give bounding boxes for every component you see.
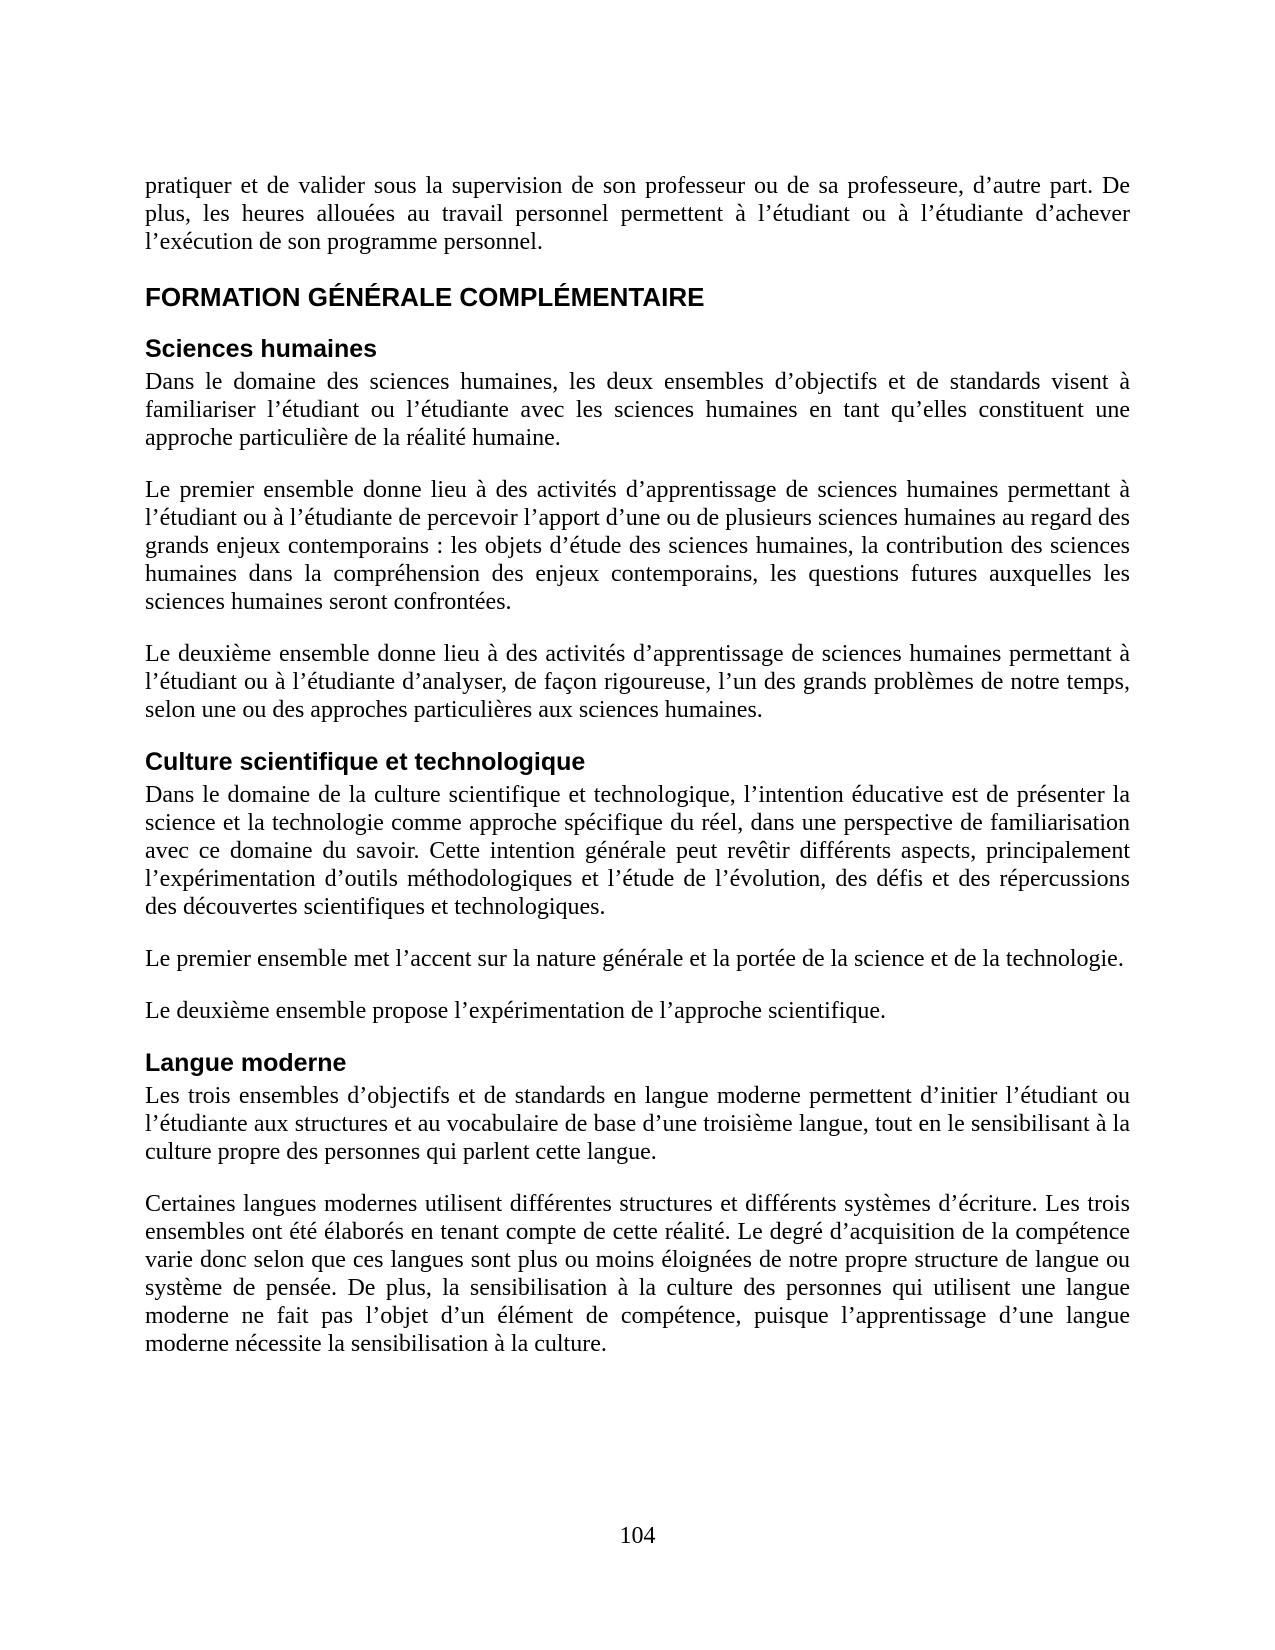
intro-paragraph: pratiquer et de valider sous la supervision de son professeur ou de sa professeure, d’autre part. De plus, les heures allouées au travail personnel permettent à l’étudiant ou à l’étudiante d’achever l’exécution de son programme personnel. xyxy=(145,173,1130,255)
section-heading-langue-moderne: Langue moderne xyxy=(145,1049,347,1077)
section-culture-scientifique xyxy=(145,748,1130,1025)
section-heading-culture-scientifique: Culture scientifique et technologique xyxy=(145,748,586,776)
main-heading: FORMATION GÉNÉRALE COMPLÉMENTAIRE xyxy=(145,282,705,312)
paragraph: Le premier ensemble donne lieu à des activités d’apprentissage de sciences humaines permettant à l’étudiant ou à l’étudiante de percevoir l’apport d’une ou de plusieurs sciences humaines au regard des grands enjeux contemporains : les objets d’étude des sciences humaines, la contribution des sciences humaines dans la compréhension des enjeux contemporains, les questions futures auxquelles les sciences humaines seront confrontées. xyxy=(145,477,1130,615)
section-heading-sciences-humaines: Sciences humaines xyxy=(145,335,378,363)
paragraph: Les trois ensembles d’objectifs et de standards en langue moderne permettent d’initier l’étudiant ou l’étudiante aux structures et au vocabulaire de base d’une troisième langue, tout en le sensibilisant à la culture propre des personnes qui parlent cette langue. xyxy=(145,1083,1130,1165)
paragraph: Le deuxième ensemble propose l’expérimentation de l’approche scientifique. xyxy=(145,998,887,1024)
paragraph: Dans le domaine de la culture scientifique et technologique, l’intention éducative est de présenter la science et la technologie comme approche spécifique du réel, dans une perspective de familiarisation avec ce domaine du savoir. Cette intention générale peut revêtir différents aspects, principalement l’expérimentation d’outils méthodologiques et l’étude de l’évolution, des défis et des répercussions des découvertes scientifiques et technologiques. xyxy=(145,782,1130,920)
page-number: 104 xyxy=(619,1523,656,1549)
paragraph: Le premier ensemble met l’accent sur la nature générale et la portée de la science et de la technologie. xyxy=(145,946,1124,972)
section-sciences-humaines xyxy=(145,335,1130,724)
paragraph: Le deuxième ensemble donne lieu à des activités d’apprentissage de sciences humaines permettant à l’étudiant ou à l’étudiante d’analyser, de façon rigoureuse, l’un des grands problèmes de notre temps, selon une ou des approches particulières aux sciences humaines. xyxy=(145,641,1130,723)
paragraph: Certaines langues modernes utilisent différentes structures et différents systèmes d’écriture. Les trois ensembles ont été élaborés en tenant compte de cette réalité. Le degré d’acquisition de la compétence varie donc selon que ces langues sont plus ou moins éloignées de notre propre structure de langue ou système de pensée. De plus, la sensibilisation à la culture des personnes qui utilisent une langue moderne ne fait pas l’objet d’un élément de compétence, puisque l’apprentissage d’une langue moderne nécessite la sensibilisation à la culture. xyxy=(145,1191,1130,1357)
paragraph: Dans le domaine des sciences humaines, les deux ensembles d’objectifs et de standards visent à familiariser l’étudiant ou l’étudiante avec les sciences humaines en tant qu’elles constituent une approche particulière de la réalité humaine. xyxy=(145,369,1130,451)
section-langue-moderne xyxy=(145,1049,1130,1358)
